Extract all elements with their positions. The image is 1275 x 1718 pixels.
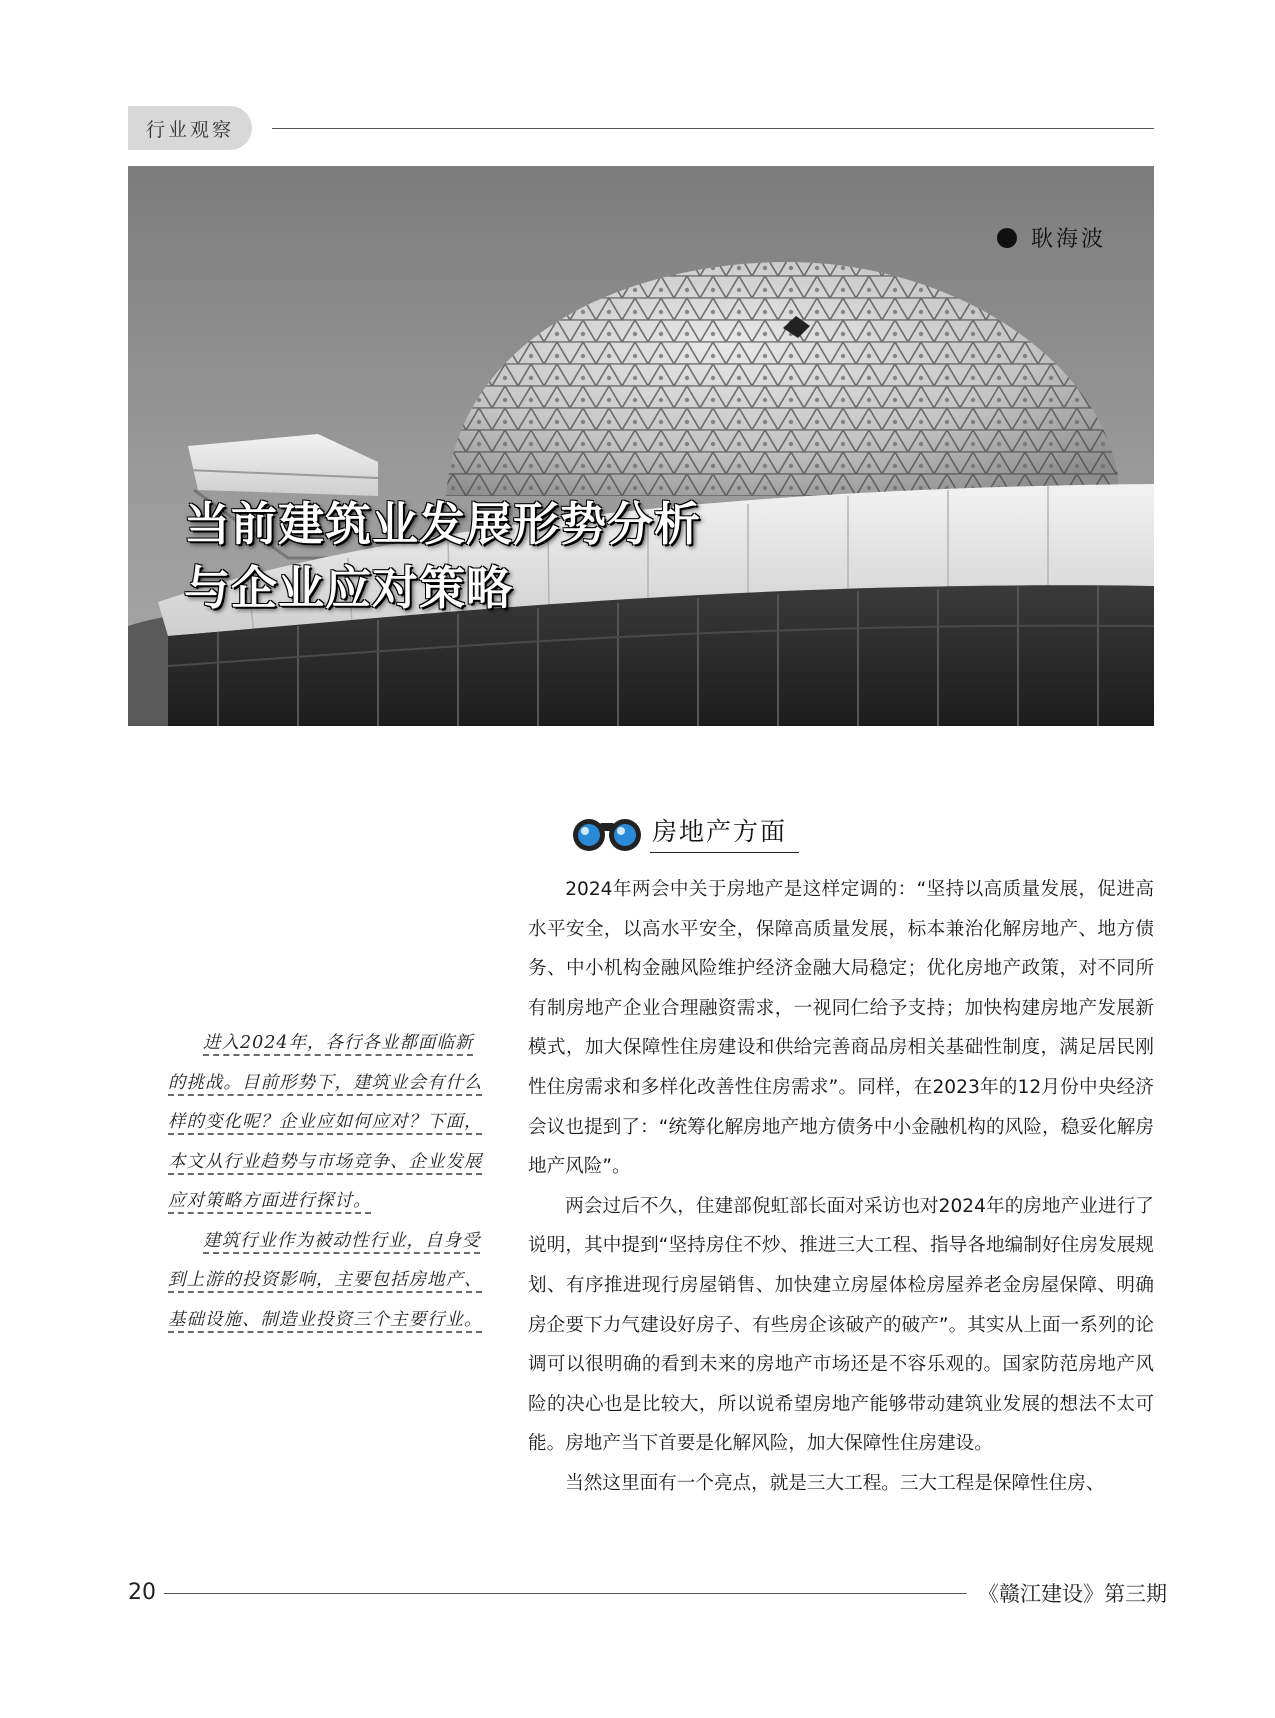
section-heading-text: 房地产方面 bbox=[650, 812, 799, 853]
article-body bbox=[528, 870, 1154, 1504]
intro-sidebar bbox=[168, 1024, 486, 1340]
intro-paragraph-1: 进入2024年，各行各业都面临新的挑战。目前形势下，建筑业会有什么样的变化呢？企业应如何应对？下面，本文从行业趋势与市场竞争、企业发展应对策略方面进行探讨。 bbox=[168, 1033, 483, 1211]
section-heading bbox=[572, 812, 799, 853]
bullet-dot-icon bbox=[997, 228, 1017, 248]
author-name: 耿海波 bbox=[1030, 227, 1106, 252]
page-number: 20 bbox=[128, 1580, 156, 1605]
author-byline bbox=[997, 222, 1106, 253]
footer-rule bbox=[164, 1593, 967, 1594]
journal-name: 《赣江建设》第三期 bbox=[978, 1582, 1167, 1606]
title-line-2: 与企业应对策略 bbox=[184, 561, 513, 615]
intro-paragraph-2: 建筑行业作为被动性行业，自身受到上游的投资影响，主要包括房地产、基础设施、制造业投资三个主要行业。 bbox=[168, 1230, 483, 1330]
article-paragraph-3: 当然这里面有一个亮点，就是三大工程。三大工程是保障性住房、 bbox=[565, 1472, 1105, 1494]
hero-image bbox=[128, 166, 1154, 726]
section-label: 行业观察 bbox=[145, 118, 234, 141]
binoculars-icon bbox=[572, 813, 642, 853]
article-paragraph-2: 两会过后不久，住建部倪虹部长面对采访也对2024年的房地产业进行了说明，其中提到“坚持房住不炒、推进三大工程、指导各地编制好住房发展规划、有序推进现行房屋销售、加快建立房屋体检房屋养老金房屋保障、明确房企要下力气建设好房子、有些房企该破产的破产”。其实从上面一系列的论调可以很明确的看到未来的房地产市场还是不容乐观的。国家防范房地产风险的决心也是比较大，所以说希望房地产能够带动建筑业发展的想法不太可能。房地产当下首要是化解风险，加大保障性住房建设。 bbox=[528, 1195, 1154, 1455]
header-rule bbox=[272, 128, 1154, 129]
section-tab bbox=[128, 106, 252, 150]
article-paragraph-1: 2024年两会中关于房地产是这样定调的：“坚持以高质量发展，促进高水平安全，以高水平安全，保障高质量发展，标本兼治化解房地产、地方债务、中小机构金融风险维护经济金融大局稳定；优化房地产政策，对不同所有制房地产企业合理融资需求，一视同仁给予支持；加快构建房地产发展新模式，加大保障性住房建设和供给完善商品房相关基础性制度，满足居民刚性住房需求和多样化改善性住房需求”。同样，在2023年的12月份中央经济会议也提到了：“统筹化解房地产地方债务中小金融机构的风险，稳妥化解房地产风险”。 bbox=[528, 879, 1154, 1178]
title-line-1: 当前建筑业发展形势分析 bbox=[184, 497, 701, 551]
article-title bbox=[184, 492, 701, 620]
